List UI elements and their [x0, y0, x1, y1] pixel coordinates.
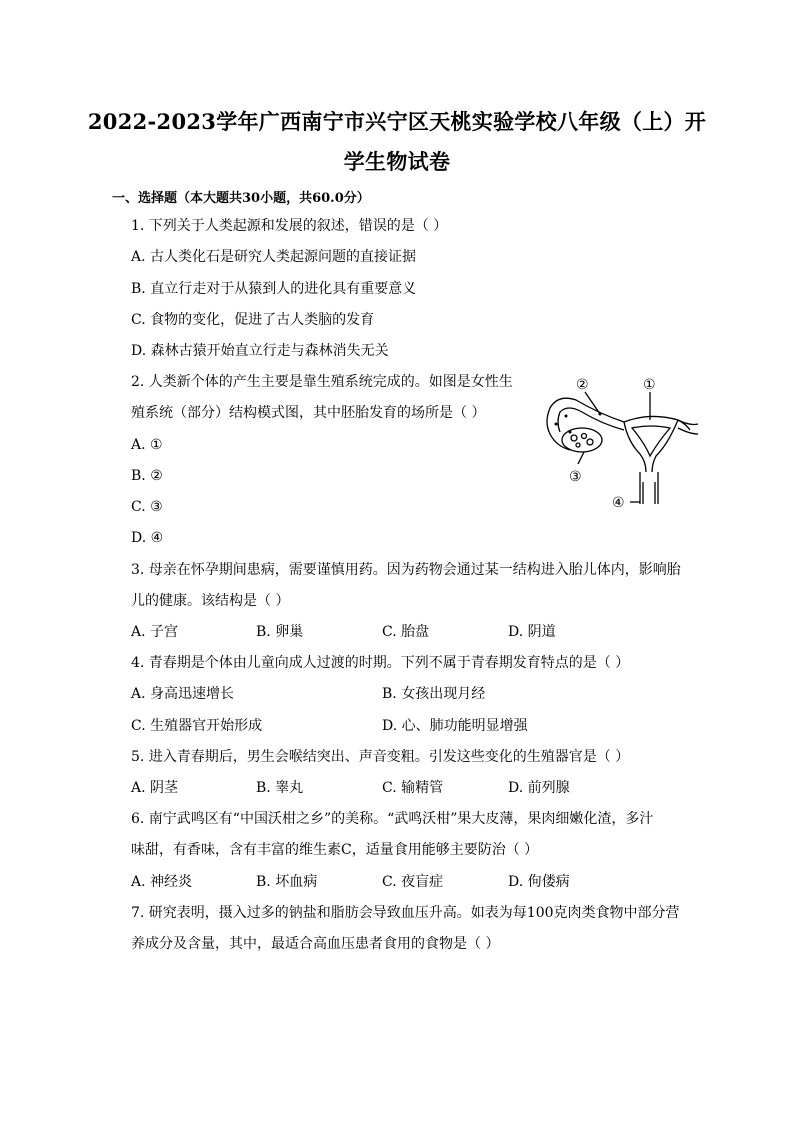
female-reproductive-system-figure: [540, 372, 700, 522]
question-6-option-c: C. 夜盲症: [382, 874, 444, 890]
question-3-option-c: C. 胎盘: [382, 624, 430, 640]
section-heading: 一、选择题（本大题共30小题，共60.0分）: [112, 191, 370, 206]
question-5-stem: 5. 进入青春期后，男生会喉结突出、声音变粗。引发这些变化的生殖器官是（ ）: [131, 749, 630, 765]
question-1-option-d: D. 森林古猿开始直立行走与森林消失无关: [131, 343, 389, 359]
question-1-option-a: A. 古人类化石是研究人类起源问题的直接证据: [131, 249, 417, 265]
question-4-option-d: D. 心、肺功能明显增强: [382, 718, 528, 734]
question-1-stem: 1. 下列关于人类起源和发展的叙述，错误的是（ ）: [131, 218, 448, 234]
question-7-stem-line-2: 养成分及含量，其中，最适合高血压患者食用的食物是（ ）: [131, 936, 500, 952]
question-5-option-b: B. 睾丸: [256, 780, 304, 796]
paper-title-line-1: 2022-2023学年广西南宁市兴宁区天桃实验学校八年级（上）开: [87, 109, 707, 134]
question-6-option-a: A. 神经炎: [131, 874, 193, 890]
question-6-stem-line-1: 6. 南宁武鸣区有“中国沃柑之乡”的美称。“武鸣沃柑”果大皮薄，果肉细嫩化渣，多汁: [131, 811, 654, 827]
question-6-option-b: B. 坏血病: [256, 874, 318, 890]
question-5-option-c: C. 输精管: [382, 780, 444, 796]
label-4: ④: [612, 495, 625, 511]
question-2-option-d: D. ④: [131, 530, 164, 546]
question-1-option-c: C. 食物的变化，促进了古人类脑的发育: [131, 312, 375, 328]
question-3-stem-line-2: 儿的健康。该结构是（ ）: [131, 593, 290, 609]
question-2-stem-line-1: 2. 人类新个体的产生主要是靠生殖系统完成的。如图是女性生: [131, 374, 513, 390]
label-2: ②: [576, 377, 589, 393]
question-7-stem-line-1: 7. 研究表明，摄入过多的钠盐和脂肪会导致血压升高。如表为每100克肉类食物中部分营: [131, 905, 680, 921]
question-2-stem-line-2: 殖系统（部分）结构模式图，其中胚胎发育的场所是（ ）: [131, 405, 486, 421]
question-5-option-d: D. 前列腺: [508, 780, 570, 796]
question-2-option-b: B. ②: [131, 468, 163, 484]
question-3-option-a: A. 子宫: [131, 624, 179, 640]
question-2-option-a: A. ①: [131, 437, 163, 453]
question-3-option-d: D. 阴道: [508, 624, 556, 640]
label-1: ①: [643, 377, 656, 393]
label-3: ③: [569, 469, 582, 485]
question-2-option-c: C. ③: [131, 499, 163, 515]
question-1-option-b: B. 直立行走对于从猿到人的进化具有重要意义: [131, 281, 417, 297]
question-4-option-b: B. 女孩出现月经: [382, 686, 486, 702]
question-4-stem: 4. 青春期是个体由儿童向成人过渡的时期。下列不属于青春期发育特点的是（ ）: [131, 655, 630, 671]
question-3-option-b: B. 卵巢: [256, 624, 304, 640]
question-6-option-d: D. 佝偻病: [508, 874, 570, 890]
question-4-option-c: C. 生殖器官开始形成: [131, 718, 263, 734]
question-4-option-a: A. 身高迅速增长: [131, 686, 235, 702]
question-3-stem-line-1: 3. 母亲在怀孕期间患病，需要谨慎用药。因为药物会通过某一结构进入胎儿体内，影响胎: [131, 562, 681, 578]
question-6-stem-line-2: 味甜，有香味，含有丰富的维生素C，适量食用能够主要防治（ ）: [131, 842, 539, 858]
question-5-option-a: A. 阴茎: [131, 780, 179, 796]
paper-title-line-2: 学生物试卷: [343, 149, 451, 174]
